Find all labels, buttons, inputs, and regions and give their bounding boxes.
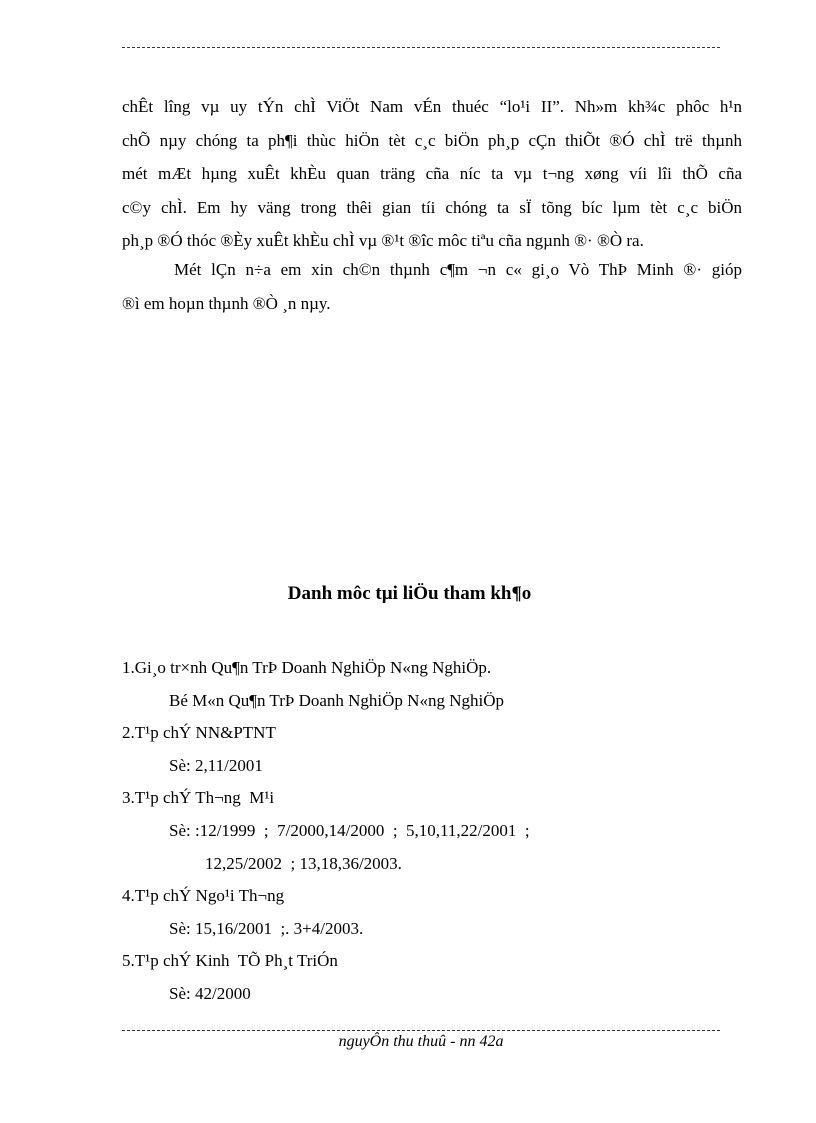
reference-detail: Sè: :12/1999 ; 7/2000,14/2000 ; 5,10,11,22/2001 ; bbox=[169, 820, 530, 840]
reference-detail: 12,25/2002 ; 13,18,36/2003. bbox=[205, 853, 402, 873]
body-paragraph-thanks bbox=[122, 253, 742, 320]
reference-item bbox=[122, 717, 742, 782]
header-divider bbox=[122, 47, 720, 48]
paragraph-line: ®ì em hoµn thµnh ®Ò ¸n nµy. bbox=[122, 293, 331, 313]
reference-detail: Sè: 15,16/2001 ;. 3+4/2003. bbox=[169, 918, 364, 938]
reference-title: 1.Gi¸o tr×nh Qu¶n TrÞ Doanh NghiÖp N«ng NghiÖp. bbox=[122, 658, 492, 677]
reference-item bbox=[122, 652, 742, 717]
reference-detail: Sè: 42/2000 bbox=[169, 983, 251, 1003]
page-footer-author: nguyÔn thu thuû - nn 42a bbox=[338, 1033, 504, 1050]
reference-item bbox=[122, 945, 742, 1010]
reference-list bbox=[122, 652, 742, 1011]
reference-item bbox=[122, 880, 742, 945]
references-heading: Danh môc tµi liÖu tham kh¶o bbox=[287, 583, 532, 604]
paragraph-line: c©y chÌ. Em hy väng trong thêi gian tíi chóng ta sÏ tõng bíc lµm tèt c¸c biÖn bbox=[122, 197, 742, 217]
paragraph-line: Mét lÇn n÷a em xin ch©n thµnh c¶m ¬n c« gi¸o Vò ThÞ Minh ®· gióp bbox=[174, 260, 742, 279]
reference-title: 5.T¹p chÝ Kinh TÕ Ph¸t TriÓn bbox=[122, 951, 338, 971]
paragraph-line: mét mÆt hµng xuÊt khÈu quan träng cña níc ta vµ t¬ng xøng víi lîi thÕ cña bbox=[122, 164, 742, 184]
reference-title: 2.T¹p chÝ NN&PTNT bbox=[122, 723, 276, 743]
reference-title: 3.T¹p chÝ Th¬ng M¹i bbox=[122, 788, 275, 808]
body-paragraph-conclusion bbox=[122, 90, 742, 258]
reference-item bbox=[122, 782, 742, 880]
reference-title: 4.T¹p chÝ Ngo¹i Th¬ng bbox=[122, 886, 285, 906]
reference-detail: Sè: 2,11/2001 bbox=[169, 755, 263, 775]
footer-divider bbox=[122, 1030, 720, 1031]
paragraph-line: chÊt lîng vµ uy tÝn chÌ ViÖt Nam vÉn thuéc “lo¹i II”. Nh»m kh¾c phôc h¹n bbox=[122, 97, 742, 116]
paragraph-line: ph¸p ®Ó thóc ®Èy xuÊt khÈu chÌ vµ ®¹t ®îc môc tiªu cña ngµnh ®· ®Ò ra. bbox=[122, 231, 644, 251]
reference-detail: Bé M«n Qu¶n TrÞ Doanh NghiÖp N«ng NghiÖp bbox=[169, 690, 504, 710]
paragraph-line: chÕ nµy chóng ta ph¶i thùc hiÖn tèt c¸c biÖn ph¸p cÇn thiÕt ®Ó chÌ trë thµnh bbox=[122, 130, 742, 150]
